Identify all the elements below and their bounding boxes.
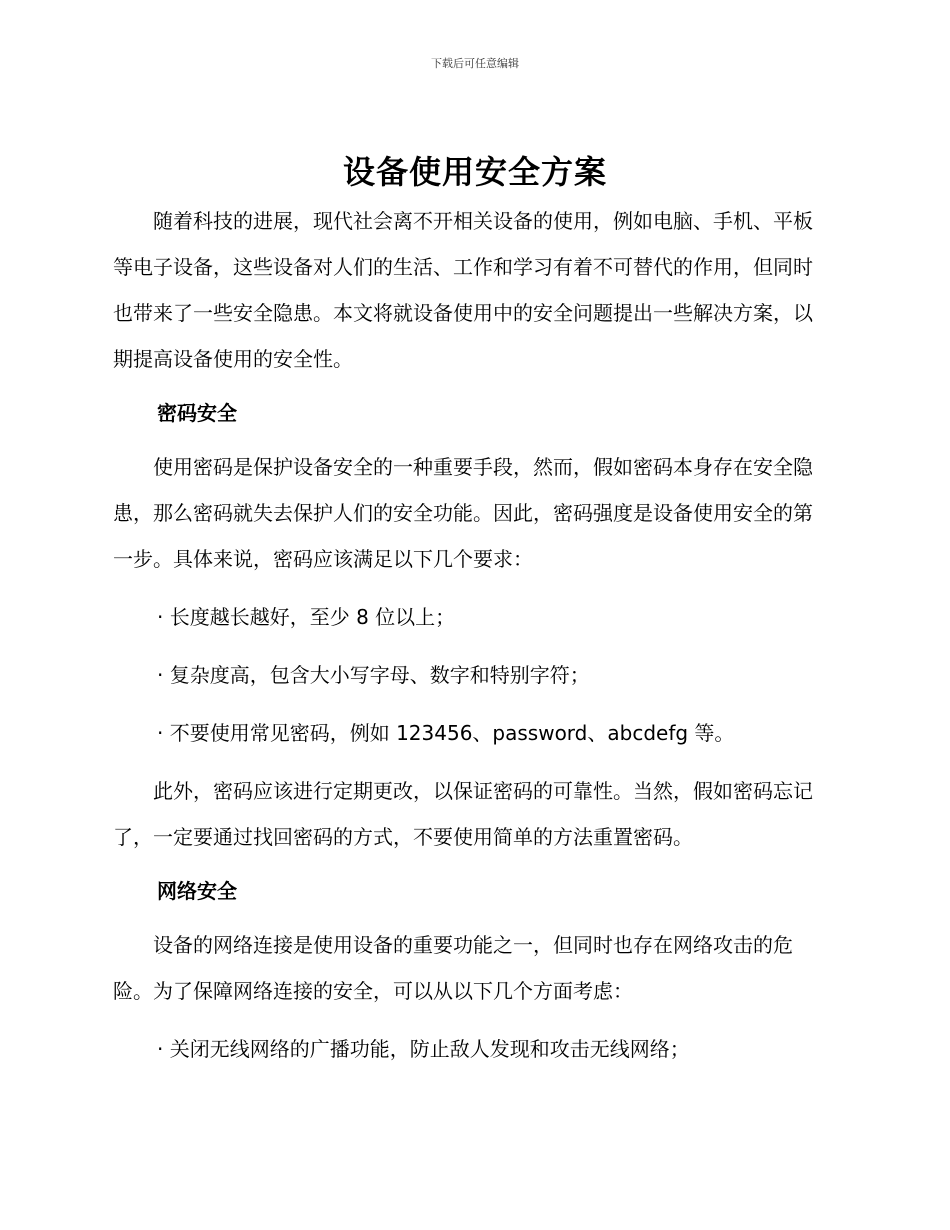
password-bullet-3: · 不要使用常见密码，例如 123456、password、abcdefg 等。 — [157, 721, 735, 745]
password-paragraph-2: 此外，密码应该进行定期更改，以保证密码的可靠性。当然，假如密码忘记了，一定要通过找回密码的方式，不要使用简单的方法重置密码。 — [113, 779, 813, 849]
password-bullet-2: · 复杂度高，包含大小写字母、数字和特别字符； — [157, 663, 590, 687]
document-title: 设备使用安全方案 — [342, 153, 607, 191]
password-paragraph-1: 使用密码是保护设备安全的一种重要手段，然而，假如密码本身存在安全隐患，那么密码就失去保护人们的安全功能。因此，密码强度是设备使用安全的第一步。具体来说，密码应该满足以下几个要求： — [113, 455, 813, 571]
header-note: 下载后可任意编辑 — [431, 57, 519, 70]
section-heading-password: 密码安全 — [157, 401, 237, 425]
password-bullet-1: · 长度越长越好，至少 8 位以上； — [157, 605, 456, 629]
network-bullet-1: · 关闭无线网络的广播功能，防止敌人发现和攻击无线网络； — [157, 1037, 690, 1061]
document-body — [113, 198, 831, 1072]
intro-paragraph: 随着科技的进展，现代社会离不开相关设备的使用，例如电脑、手机、平板等电子设备，这些设备对人们的生活、工作和学习有着不可替代的作用，但同时也带来了一些安全隐患。本文将就设备使用中的安全问题提出一些解决方案，以期提高设备使用的安全性。 — [113, 209, 813, 371]
network-paragraph-1: 设备的网络连接是使用设备的重要功能之一，但同时也存在网络攻击的危险。为了保障网络连接的安全，可以从以下几个方面考虑： — [113, 933, 793, 1003]
section-heading-network: 网络安全 — [157, 879, 237, 903]
